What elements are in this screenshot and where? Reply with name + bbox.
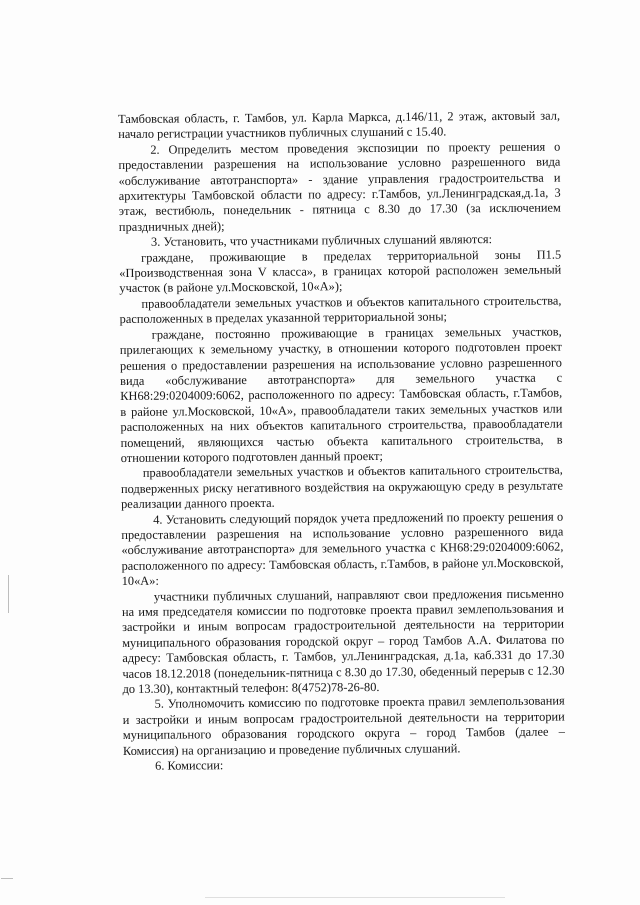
paragraph-intro: Тамбовская область, г. Тамбов, ул. Карла Маркса, д.146/11, 2 этаж, актовый зал, начало регистрации участников публичных слушаний с 15.40. <box>118 108 561 142</box>
paragraph-3-affected: правообладатели земельных участков и объектов капитального строительства, подверженных риску негативного воздействия на окружающую среду в результате реализации данного проекта. <box>120 462 564 512</box>
paragraph-3-residents: граждане, проживающие в пределах территориальной зоны П1.5 «Производственная зона V класса», в границах которой расположен земельный участок (в районе ул.Московской, 10«А»); <box>119 247 562 296</box>
document-body <box>118 109 565 775</box>
paragraph-3: 3. Установить, что участниками публичных слушаний являются: <box>150 232 493 249</box>
paragraph-3-adjacent: граждане, постоянно проживающие в границах земельных участков, прилегающих к земельному участку, в отношении которого подготовлен проект решения о предоставлении разрешения на использование условно разрешенного вида «обслуживание автотранспорта» для земельного участка с КН68:29:0204009:6062, расположенного по адресу: Тамбовская область, г.Тамбов, в районе ул.Московской, 10«А», правообладатели таких земельных участков или расположенных на них объектов капитального строительства, правообладатели помещений, являющихся частью объекта капитального строительства, в отношении которого подготовлен данный проект; <box>119 324 563 465</box>
scan-edge-mark <box>1 878 13 879</box>
paragraph-4: 4. Установить следующий порядок учета предложений по проекту решения о предоставлении разрешения на использование условно разрешенного вида «обслуживание автотранспорта» для земельного участка с КН68:29:0204009:6062, расположенного по адресу: Тамбовская область, г.Тамбов, в районе ул.Московской, 10«А»: <box>121 509 564 589</box>
paragraph-5: 5. Уполномочить комиссию по подготовке проекта правил землепользования и застройки и иным вопросам градостроительной деятельности на территории муниципального образования городского округа – город Тамбов (далее – Комиссия) на организацию и проведение публичных слушаний. <box>122 693 565 758</box>
scan-bottom-mark <box>205 897 505 898</box>
scan-edge-mark <box>8 575 9 613</box>
paragraph-3-rightholders: правообладатели земельных участков и объектов капитального строительства, расположенных в пределах указанной территориальной зоны; <box>119 293 562 327</box>
paragraph-6: 6. Комиссии: <box>155 758 224 773</box>
paragraph-2: 2. Определить местом проведения экспозиции по проекту решения о предоставлении разрешения на использование условно разрешенного вида «обслуживание автотранспорта» - здание управления градостроительства и архитектуры Тамбовской области по адресу: г.Тамбов, ул.Ленинградская,д.1а, 3 этаж, вестибюль, понедельник - пятница с 8.30 до 17.30 (за исключением праздничных дней); <box>118 139 561 234</box>
paragraph-4-proposals: участники публичных слушаний, направляют свои предложения письменно на имя председателя комиссии по подготовке проекта правил землепользования и застройки и иным вопросам градостроительной деятельности на территории муниципального образования городской округ – город Тамбов А.А. Филатова по адресу: Тамбовская область, г. Тамбов, ул.Ленинградская, д.1а, каб.331 до 17.30 часов 18.12.2018 (понедельник-пятница с 8.30 до 17.30, обеденный перерыв с 12.30 до 13.30), контактный телефон: 8(4752)78-26-80. <box>121 586 565 697</box>
